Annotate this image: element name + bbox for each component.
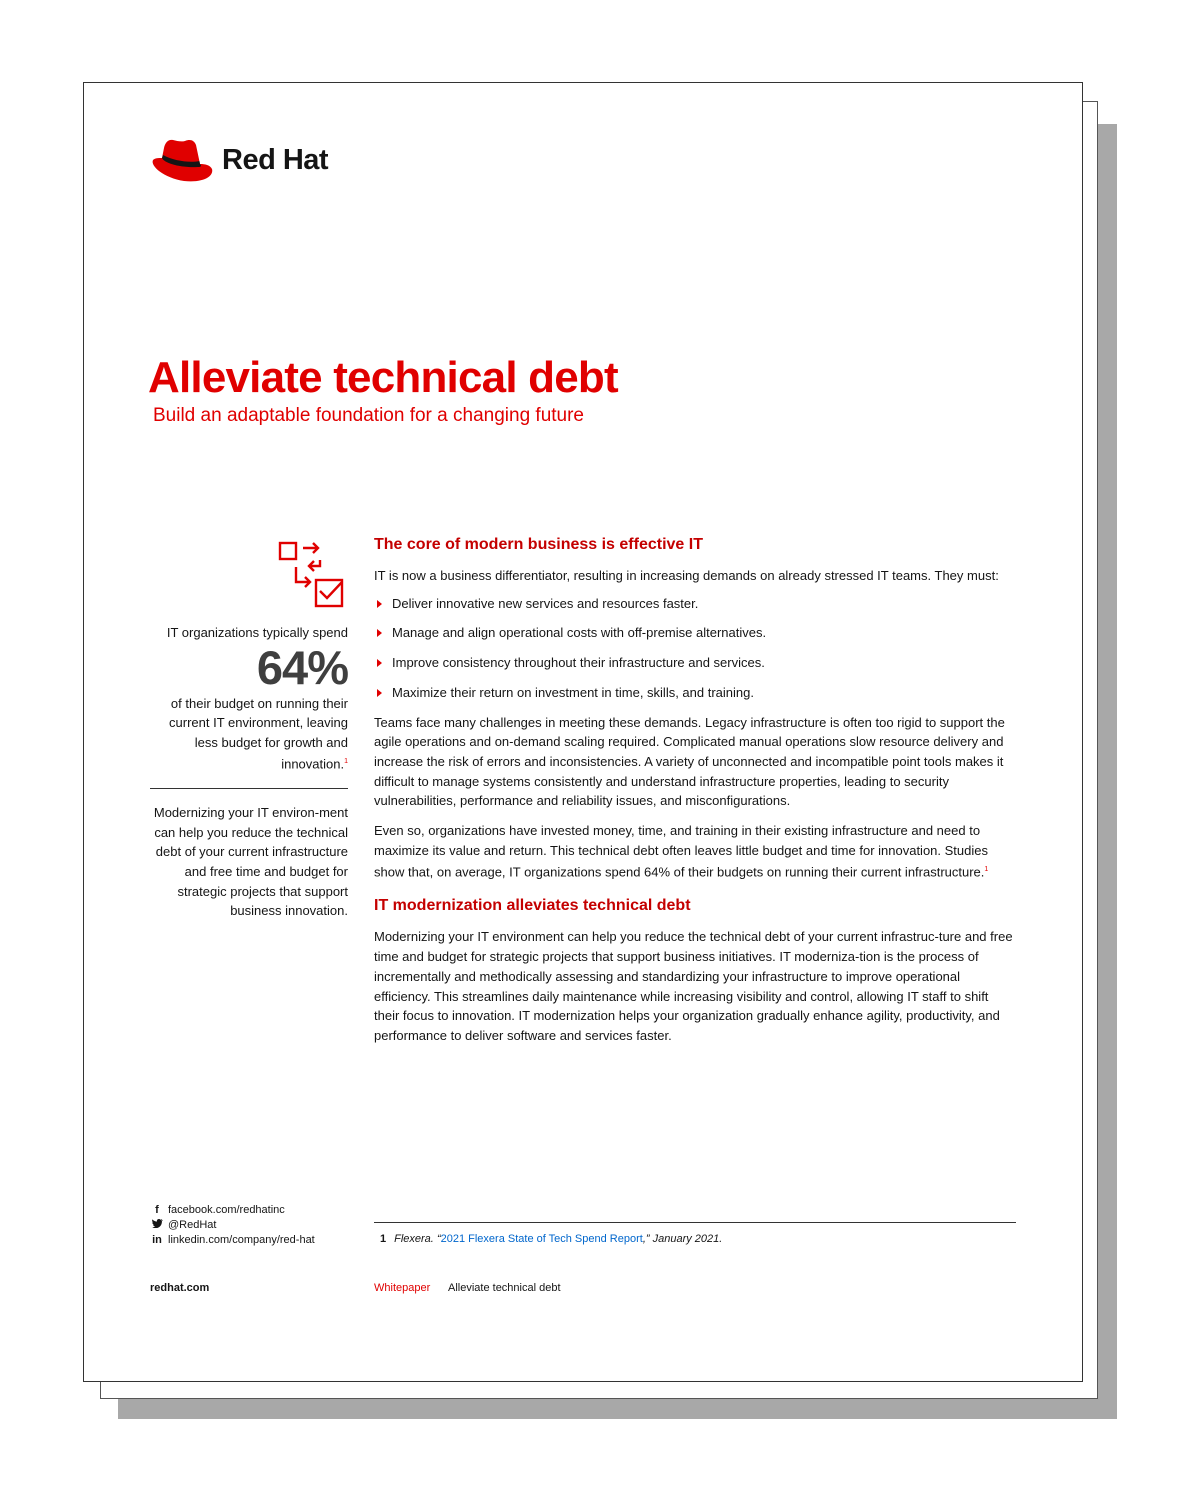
footnote-source: Flexera. — [394, 1233, 434, 1245]
social-links — [150, 1203, 315, 1248]
social-facebook[interactable] — [150, 1203, 315, 1218]
bullet-item: Manage and align operational costs with off-premise alternatives. — [374, 623, 1014, 643]
footnote-report-link[interactable]: 2021 Flexera State of Tech Spend Report — [440, 1233, 643, 1245]
sidebar-callout — [144, 539, 348, 921]
linkedin-icon: in — [152, 1234, 162, 1246]
sidebar-quote: Modernizing your IT environ-ment can help you reduce the technical debt of your current infrastructure and free time and budget for strategic projects that support business innovation. — [153, 804, 348, 919]
bullet-list — [374, 594, 1014, 703]
red-hat-icon — [150, 136, 214, 184]
process-workflow-icon — [276, 539, 348, 611]
brand-name: Red Hat — [222, 143, 329, 176]
stat-lead-text: IT organizations typically spend — [166, 625, 348, 640]
section-heading-core: The core of modern business is effective IT — [374, 536, 703, 553]
investment-paragraph — [374, 821, 1014, 882]
linkedin-link[interactable]: linkedin.com/company/red-hat — [168, 1234, 315, 1246]
footnote — [380, 1233, 722, 1245]
footnote-number: 1 — [380, 1233, 387, 1245]
page-subtitle: Build an adaptable foundation for a changing future — [153, 405, 584, 426]
footnote-quote-open: “ — [436, 1233, 441, 1245]
site-url[interactable]: redhat.com — [150, 1282, 210, 1294]
stat-tail-text — [144, 694, 348, 774]
bullet-item: Maximize their return on investment in time, skills, and training. — [374, 683, 1014, 703]
footnote-suffix: ,” January 2021. — [642, 1233, 723, 1245]
footnote-divider — [374, 1222, 1016, 1223]
section-intro: IT is now a business differentiator, resulting in increasing demands on already stressed IT teams. They must: — [374, 568, 999, 583]
facebook-link[interactable]: facebook.com/redhatinc — [168, 1204, 285, 1216]
investment-text: Even so, organizations have invested money, time, and training in their existing infrastructure and need to maximize its value and return. This technical debt often leaves little budget and time for innovation. Studies show that, on average, IT organizations spend 64% of their budgets on running their current infrastructure. — [374, 823, 988, 880]
section-heading-modernization: IT modernization alleviates technical debt — [374, 897, 691, 915]
twitter-icon — [150, 1218, 164, 1233]
document-type: Whitepaper — [374, 1282, 431, 1294]
social-twitter[interactable] — [150, 1218, 315, 1233]
body-footnote-ref[interactable]: 1 — [984, 866, 989, 874]
social-linkedin[interactable] — [150, 1233, 315, 1248]
document-name: Alleviate technical debt — [448, 1282, 561, 1294]
red-hat-logo — [150, 136, 328, 184]
page-title: Alleviate technical debt — [148, 353, 618, 402]
sidebar-divider — [150, 788, 348, 789]
facebook-icon: f — [155, 1204, 159, 1216]
bullet-item: Improve consistency throughout their infrastructure and services. — [374, 653, 1014, 673]
main-content — [374, 535, 1014, 1046]
stat-tail-body: of their budget on running their current IT environment, leaving less budget for growth and innovation. — [169, 695, 348, 772]
twitter-link[interactable]: @RedHat — [168, 1219, 217, 1231]
stat-footnote-ref[interactable]: 1 — [344, 758, 348, 765]
document-page — [83, 82, 1083, 1382]
challenges-paragraph: Teams face many challenges in meeting these demands. Legacy infrastructure is often too rigid to support the agile operations and on-demand scaling required. Complicated manual operations slow resource delivery and increase the risk of errors and inconsistencies. A variety of unconnected and incompatible point tools makes it difficult to manage systems consistently and understand infrastructure properties, leading to security vulnerabilities, performance and reliability issues, and misconfigurations. — [374, 714, 1005, 809]
stat-value: 64% — [256, 640, 348, 694]
modernization-paragraph: Modernizing your IT environment can help you reduce the technical debt of your current infrastruc-ture and free time and budget for strategic projects that support business initiatives. IT moderniza-tion is the process of incrementally and methodically assessing and standardizing your infrastructure to improve operational efficiency. This streamlines daily maintenance while increasing visibility and control, allowing IT staff to shift their focus to innovation. IT modernization helps your organization gradually enhance agility, productivity, and performance to deliver software and services faster. — [374, 929, 1013, 1043]
bullet-item: Deliver innovative new services and resources faster. — [374, 594, 1014, 614]
